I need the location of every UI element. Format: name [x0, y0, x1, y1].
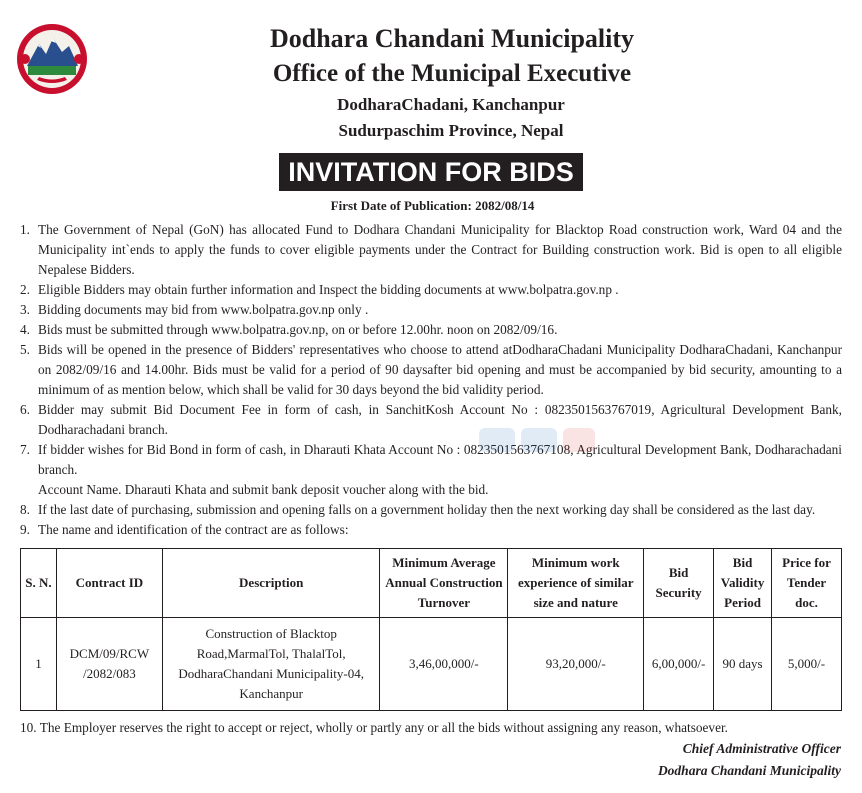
item-text: Bids will be opened in the presence of Bidders' representatives who choose to attend atDodharaChadani Municipality DodharaChadani, Kanchanpur on 2082/09/16 and 14.00hr. Bids must be valid for a period of 90 daysafter bid opening and must be accompanied by bid security, amounting to a minimum of as mention below, which shall be valid for 30 days beyond the bid validity period.: [38, 342, 842, 397]
item-number: 9.: [20, 522, 30, 537]
cell-experience: 93,20,000/-: [508, 618, 644, 711]
item-number: 3.: [20, 302, 30, 317]
signature-block: [658, 738, 841, 782]
item-text: The name and identification of the contract are as follows:: [38, 522, 349, 537]
list-item: [20, 400, 842, 440]
header-price: Price for Tender doc.: [772, 549, 842, 618]
cell-bid-security: 6,00,000/-: [644, 618, 714, 711]
office-address: DodharaChadani, Kanchanpur: [337, 95, 565, 114]
municipality-name: Dodhara Chandani Municipality: [269, 24, 635, 53]
item-text: If bidder wishes for Bid Bond in form of cash, in Dharauti Khata Account No : 0823501563767108, Agricultural Development Bank, Dodharachadani branch.: [38, 442, 842, 477]
list-item: [20, 500, 842, 520]
header-sn: S. N.: [21, 549, 57, 618]
list-item: [20, 320, 842, 340]
province: Sudurpaschim Province, Nepal: [338, 121, 564, 140]
publication-date: First Date of Publication: 2082/08/14: [330, 198, 535, 213]
cell-sn: 1: [21, 618, 57, 711]
item-number: 8.: [20, 502, 30, 517]
item-text: Bidder may submit Bid Document Fee in form of cash, in SanchitKosh Account No : 0823501563767019, Agricultural Development Bank, Dodharachadani branch.: [38, 402, 842, 437]
item-text: Bidding documents may bid from www.bolpatra.gov.np only .: [38, 302, 369, 317]
notice-title: INVITATION FOR BIDS: [279, 153, 583, 191]
item-number: 7.: [20, 442, 30, 457]
cell-price: 5,000/-: [772, 618, 842, 711]
account-name-note: Account Name. Dharauti Khata and submit bank deposit voucher along with the bid.: [38, 482, 489, 497]
item-number: 5.: [20, 342, 30, 357]
item-number: 1.: [20, 222, 30, 237]
item-number: 6.: [20, 402, 30, 417]
list-item: [20, 280, 842, 300]
header-description: Description: [162, 549, 380, 618]
list-item: [20, 440, 842, 480]
item-text: Bids must be submitted through www.bolpatra.gov.np, on or before 12.00hr. noon on 2082/09/16.: [38, 322, 558, 337]
header-bid-security: Bid Security: [644, 549, 714, 618]
cell-validity: 90 days: [714, 618, 772, 711]
table-row: [21, 618, 842, 711]
notice-items: [20, 220, 842, 540]
contract-table: [20, 548, 842, 711]
list-item: [20, 520, 842, 540]
signatory-organization: Dodhara Chandani Municipality: [657, 763, 841, 778]
office-name: Office of the Municipal Executive: [272, 60, 632, 87]
employer-reservation-note: 10. The Employer reserves the right to accept or reject, wholly or partly any or all the bids without assigning any reason, whatsoever.: [20, 720, 728, 735]
item-text: Eligible Bidders may obtain further information and Inspect the bidding documents at www.bolpatra.gov.np .: [38, 282, 619, 297]
table-header-row: [21, 549, 842, 618]
cell-contract-id: DCM/09/RCW /2082/083: [56, 618, 162, 711]
header-contract-id: Contract ID: [56, 549, 162, 618]
item-text: If the last date of purchasing, submission and opening falls on a government holiday then the next working day shall be considered as the last day.: [38, 502, 816, 517]
cell-turnover: 3,46,00,000/-: [380, 618, 508, 711]
cell-description: Construction of Blacktop Road,MarmalTol, ThalalTol, DodharaChandani Municipality-04, Kanchanpur: [162, 618, 380, 711]
header-validity: Bid Validity Period: [714, 549, 772, 618]
letterhead: [100, 22, 862, 144]
item-number: 4.: [20, 322, 30, 337]
list-item: [20, 220, 842, 280]
header-turnover: Minimum Average Annual Construction Turnover: [380, 549, 508, 618]
item-text: The Government of Nepal (GoN) has allocated Fund to Dodhara Chandani Municipality for Blacktop Road construction work, Ward 04 and the Municipality int`ends to apply the funds to cover eligible payments under the Contract for Building construction work. Bid is open to all eligible Nepalese Bidders.: [38, 222, 842, 277]
item-number: 2.: [20, 282, 30, 297]
signatory-title: Chief Administrative Officer: [682, 741, 841, 756]
header-experience: Minimum work experience of similar size and nature: [508, 549, 644, 618]
list-item: [20, 300, 842, 320]
list-item: [20, 340, 842, 400]
